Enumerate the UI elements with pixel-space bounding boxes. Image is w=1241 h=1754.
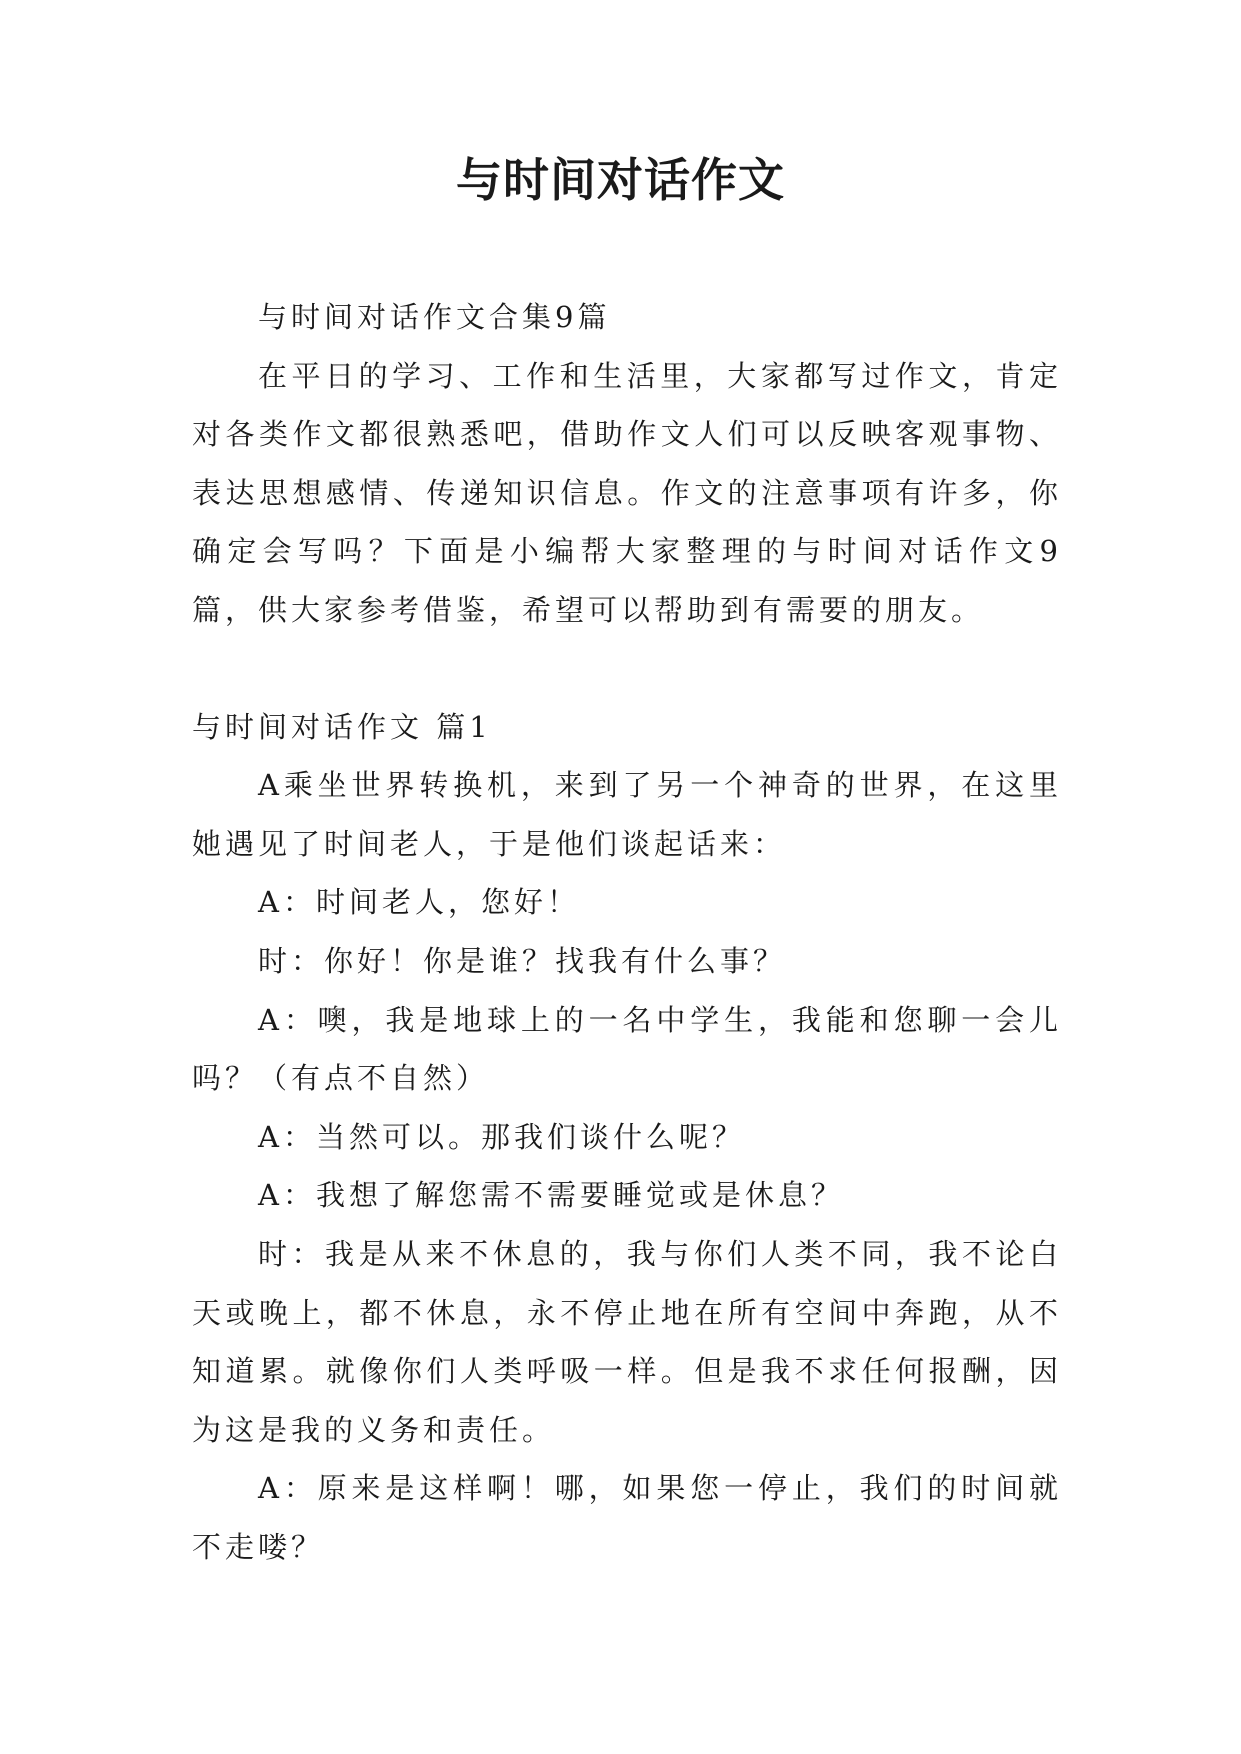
subtitle-paragraph: 与时间对话作文合集9篇	[258, 300, 611, 334]
body-paragraph: A：噢，我是地球上的一名中学生，我能和您聊一会儿吗？（有点不自然）	[192, 1002, 1062, 1096]
body-paragraph: A：当然可以。那我们谈什么呢？	[258, 1119, 745, 1154]
document-title: 与时间对话作文	[456, 153, 785, 207]
document-body	[192, 288, 1062, 1576]
intro-paragraph: 在平日的学习、工作和生活里，大家都写过作文，肯定对各类作文都很熟悉吧，借助作文人们可以反映客观事物、表达思想感情、传递知识信息。作文的注意事项有许多，你确定会写吗？下面是小编帮大家整理的与时间对话作文9篇，供大家参考借鉴，希望可以帮助到有需要的朋友。	[192, 358, 1062, 627]
paragraph-gap	[192, 640, 1062, 698]
body-paragraph: A：原来是这样啊！哪，如果您一停止，我们的时间就不走喽？	[192, 1471, 1062, 1564]
body-paragraph: A：时间老人，您好！	[258, 885, 580, 920]
body-paragraph: 时：你好！你是谁？找我有什么事？	[258, 943, 787, 978]
body-paragraph: A乘坐世界转换机，来到了另一个神奇的世界，在这里她遇见了时间老人，于是他们谈起话来：	[192, 768, 1062, 861]
body-paragraph: A：我想了解您需不需要睡觉或是休息？	[258, 1178, 844, 1213]
body-paragraph: 时：我是从来不休息的，我与你们人类不同，我不论白天或晚上，都不休息，永不停止地在所有空间中奔跑，从不知道累。就像你们人类呼吸一样。但是我不求任何报酬，因为这是我的义务和责任。	[192, 1236, 1062, 1447]
section-heading: 与时间对话作文 篇1	[192, 709, 492, 744]
